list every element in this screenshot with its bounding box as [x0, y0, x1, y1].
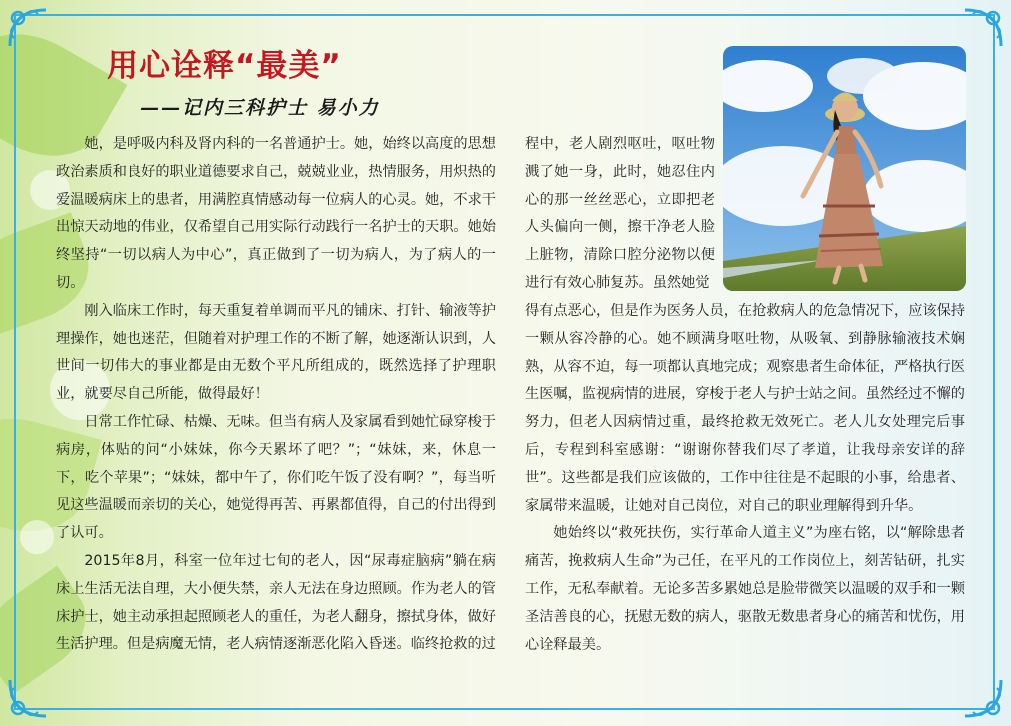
article-subtitle: ——记内三科护士 易小力	[140, 97, 380, 119]
paragraph: 她，是呼吸内科及肾内科的一名普通护士。她，始终以高度的思想政治素质和良好的职业道德要求自己，兢兢业业，热情服务，用炽热的爱温暖病床上的患者，用满腔真情感动每一位病人的心灵。她，不求干出惊天动地的伟业，仅希望自己用实际行动践行一名护士的天职。她始终坚持“一切以病人为中心”，真正做到了一切为病人，为了病人的一切。	[56, 136, 496, 291]
paragraph-continuation: 得有点恶心，但是作为医务人员，在抢救病人的危急情况下，应该保持一颗从容冷静的心。她不顾满身呕吐物，从吸氧、到静脉输液技术娴熟，从容不迫，每一项都认真地完成；观察患者生命体征，严格执行医生医嘱，监视病情的进展，穿梭于老人与护士站之间。虽然经过不懈的努力，但老人因病情过重，最终抢救无效死亡。老人儿女处理完后事后，专程到科室感谢：“谢谢你替我们尽了孝道，让我母亲安详的辞世”。这些都是我们应该做的，工作中往往是不起眼的小事，给患者、家属带来温暖，让她对自己岗位，对自己的职业理解得到升华。	[525, 303, 965, 514]
paragraph: 2015年8月，科室一位年过七旬的老人，因“尿毒症脑病”躺在病床上生活无法自理，大小便失禁，亲人无法在身边照顾。作为老人的管床护士，她主动承担起照顾老人的重任，为老人翻身，擦拭身体，做好生活护理。但是病魔无情，老人病情逐渐恶化陷入昏迷。临终抢救的过	[56, 552, 496, 653]
article-title: 用心诠释“最美”	[107, 48, 342, 84]
paragraph-continuation: 程中，老人剧烈呕吐，呕吐物溅了她一身，此时，她忍住内心的那一丝丝恶心，立即把老人头偏向一侧，擦干净老人脸上脏物，清除口腔分泌物以便进行有效心肺复苏。虽然她觉	[525, 136, 715, 291]
paragraph: 她始终以“救死扶伤，实行革命人道主义”为座右铭，以“解除患者痛苦，挽救病人生命”为己任，在平凡的工作岗位上，刻苦钻研，扎实工作，无私奉献着。无论多苦多累她总是脸带微笑以温暖的双手和一颗圣洁善良的心，抚慰无数的病人，驱散无数患者身心的痛苦和忧伤，用心诠释最美。	[525, 525, 965, 653]
nurse-photo	[723, 46, 966, 291]
right-text-column-top	[525, 131, 715, 298]
right-text-column-bottom	[525, 298, 965, 659]
corner-ornament-top-left	[6, 6, 50, 50]
corner-ornament-top-right	[961, 6, 1005, 50]
left-text-column	[56, 131, 496, 659]
paragraph: 日常工作忙碌、枯燥、无味。但当有病人及家属看到她忙碌穿梭于病房，体贴的问“小妹妹，你今天累坏了吧？”；“妹妹，来，休息一下，吃个苹果”；“妹妹，都中午了，你们吃午饭了没有啊？”，每当听见这些温暖而亲切的关心，她觉得再苦、再累都值得，自己的付出得到了认可。	[56, 413, 496, 542]
corner-ornament-bottom-left	[6, 676, 50, 720]
paragraph: 刚入临床工作时，每天重复着单调而平凡的铺床、打针、输液等护理操作，她也迷茫，但随着对护理工作的不断了解，她逐渐认识到，人世间一切伟大的事业都是由无数个平凡所组成的，既然选择了护理职业，就要尽自己所能，做得最好！	[56, 302, 496, 403]
corner-ornament-bottom-right	[961, 676, 1005, 720]
